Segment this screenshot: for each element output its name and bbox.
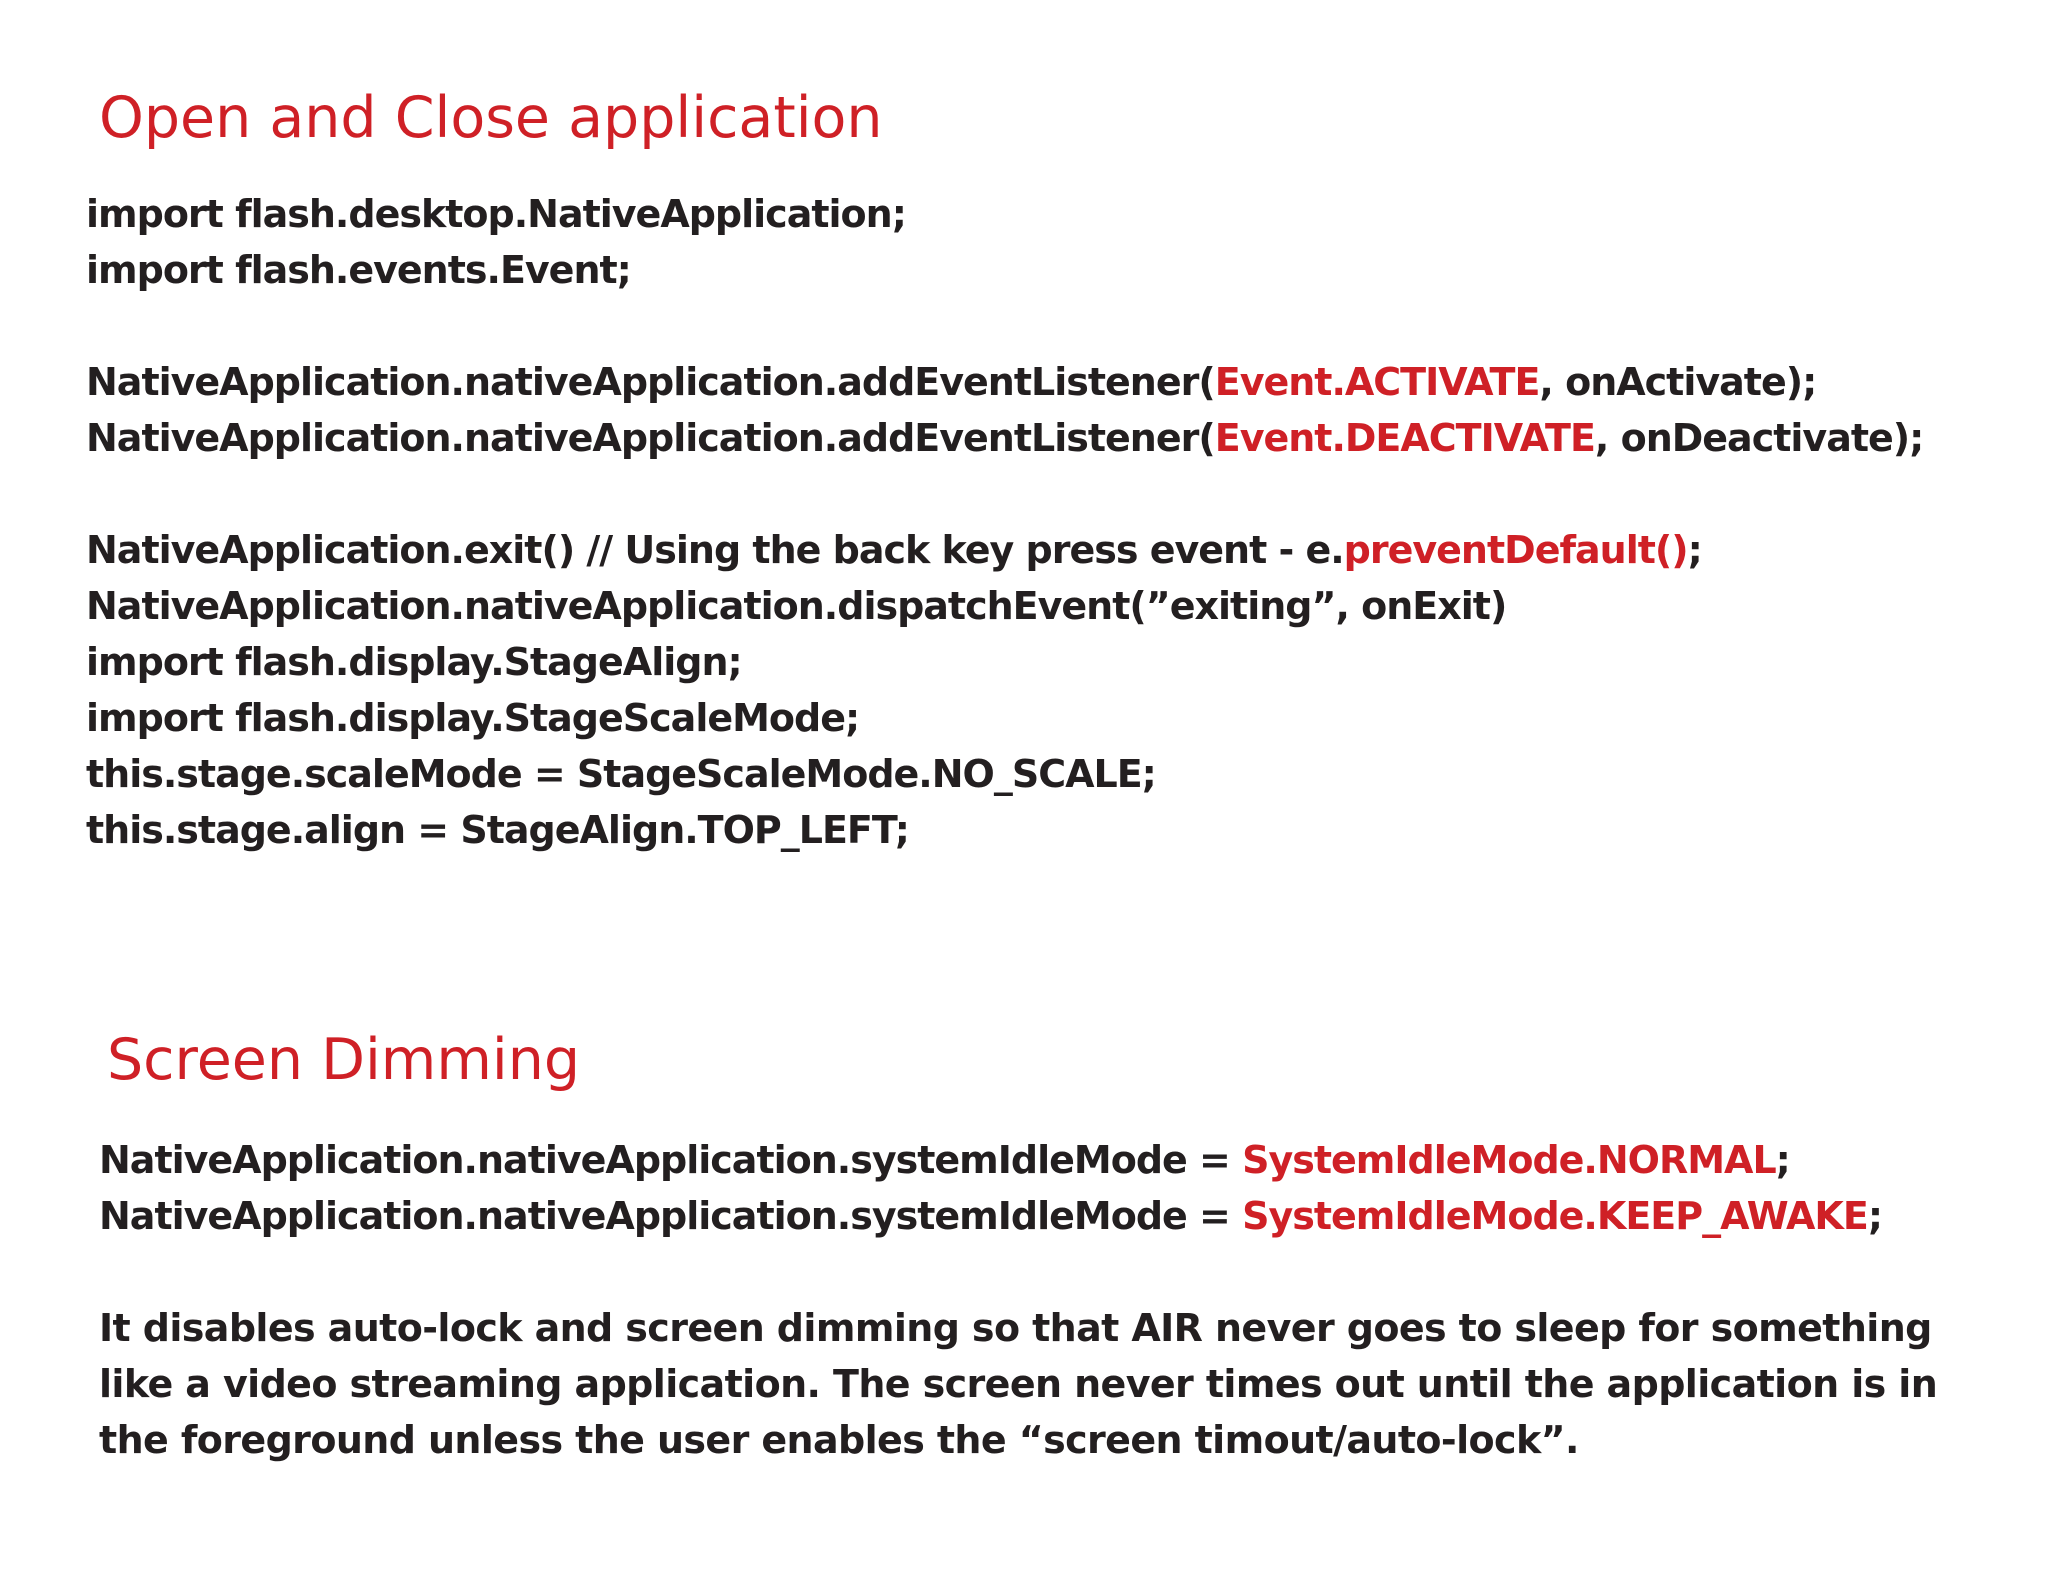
blank-line	[86, 298, 1923, 354]
code-line	[86, 354, 1923, 410]
code-line	[86, 186, 1923, 242]
code-text: , onActivate);	[1539, 360, 1817, 404]
code-text: ;	[1867, 1194, 1883, 1238]
code-line	[86, 242, 1923, 298]
code-text: this.stage.scaleMode = StageScaleMode.NO_SCALE;	[86, 752, 1156, 796]
code-text: import flash.display.StageAlign;	[86, 640, 742, 684]
paragraph-line: It disables auto-lock and screen dimming so that AIR never goes to sleep for something	[99, 1306, 1932, 1350]
code-line	[86, 634, 1923, 690]
code-block-screen-dimming	[99, 1132, 1882, 1244]
code-line	[86, 690, 1923, 746]
code-block-open-close	[86, 186, 1923, 858]
code-line	[86, 578, 1923, 634]
code-highlight: preventDefault()	[1343, 528, 1688, 572]
code-line	[86, 410, 1923, 466]
code-line	[86, 746, 1923, 802]
section-title-open-close: Open and Close application	[99, 85, 883, 151]
code-text: import flash.desktop.NativeApplication;	[86, 192, 906, 236]
paragraph-line: like a video streaming application. The screen never times out until the application is in	[99, 1362, 1938, 1406]
code-text: ;	[1775, 1138, 1790, 1182]
code-text: import flash.events.Event;	[86, 248, 631, 292]
code-line	[99, 1132, 1882, 1188]
code-highlight: Event.ACTIVATE	[1214, 360, 1540, 404]
code-text: import flash.display.StageScaleMode;	[86, 696, 860, 740]
code-line	[86, 522, 1923, 578]
code-text: this.stage.align = StageAlign.TOP_LEFT;	[86, 808, 909, 852]
code-text: NativeApplication.nativeApplication.addEventListener(	[86, 416, 1215, 460]
code-text: NativeApplication.nativeApplication.dispatchEvent(”exiting”, onExit)	[86, 584, 1507, 628]
code-text: ;	[1687, 528, 1702, 572]
code-text: NativeApplication.nativeApplication.systemIdleMode =	[99, 1138, 1243, 1182]
code-line	[99, 1188, 1882, 1244]
code-text: NativeApplication.nativeApplication.addEventListener(	[86, 360, 1215, 404]
paragraph-line: the foreground unless the user enables the “screen timout/auto-lock”.	[99, 1418, 1579, 1462]
code-text: , onDeactivate);	[1594, 416, 1924, 460]
code-highlight: SystemIdleMode.KEEP_AWAKE	[1242, 1194, 1868, 1238]
code-highlight: Event.DEACTIVATE	[1214, 416, 1595, 460]
blank-line	[86, 466, 1923, 522]
code-text: NativeApplication.nativeApplication.systemIdleMode =	[99, 1194, 1243, 1238]
description-paragraph	[99, 1300, 1979, 1468]
code-line	[86, 802, 1923, 858]
code-text: NativeApplication.exit() // Using the back key press event - e.	[86, 528, 1344, 572]
code-highlight: SystemIdleMode.NORMAL	[1242, 1138, 1776, 1182]
section-title-screen-dimming: Screen Dimming	[107, 1027, 581, 1093]
